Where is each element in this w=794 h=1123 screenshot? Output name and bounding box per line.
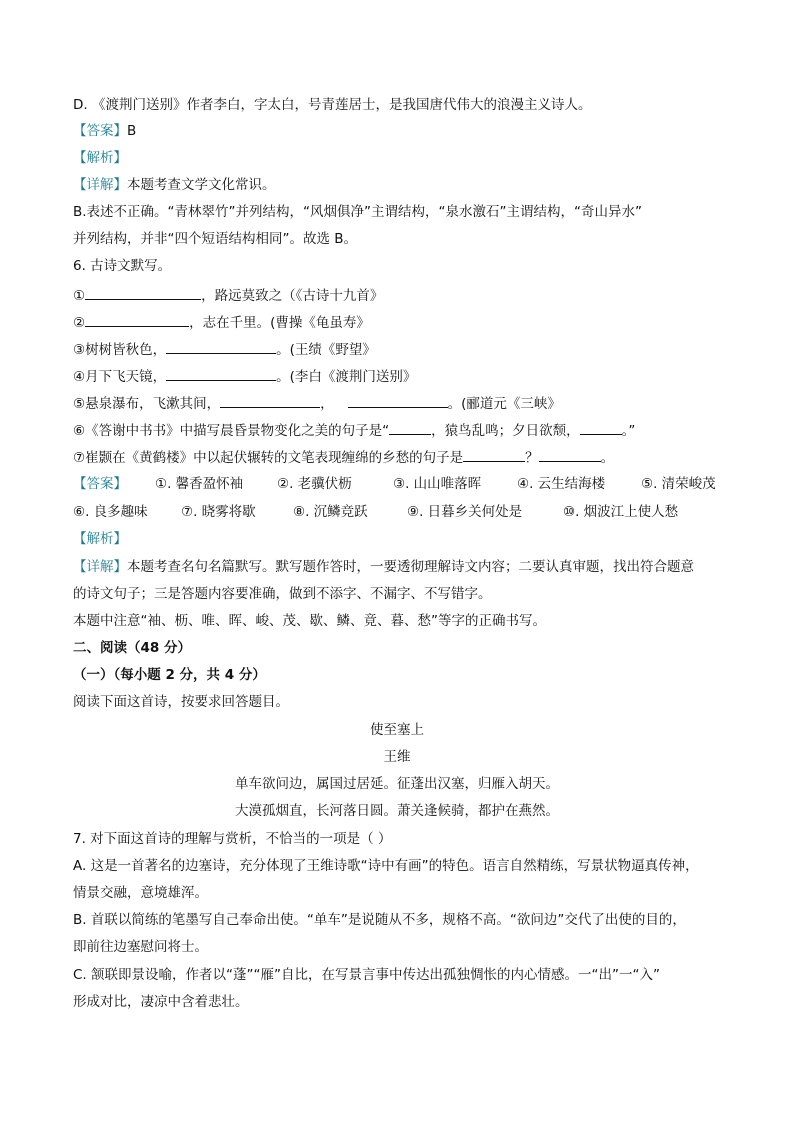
option-a-line-2: 情景交融，意境雄浑。 [73, 885, 208, 901]
detail-tag: 【详解】 [73, 177, 127, 193]
q7-stem: 7. 对下面这首诗的理解与赏析，不恰当的一项是（ ） [73, 831, 392, 847]
option-a-line-1: A. 这是一首著名的边塞诗，充分体现了王维诗歌“诗中有画”的特色。语言自然精练，写景状物逼真传神， [73, 858, 699, 874]
fill-blank[interactable] [389, 423, 431, 435]
fill-blank[interactable] [166, 342, 276, 354]
q6-item-4 [73, 369, 416, 385]
item-mid: ， [320, 396, 334, 412]
answer-value: B [127, 123, 137, 139]
detail-row-q6 [73, 561, 694, 575]
item-suffix: 。(郦道元《三峡》 [447, 396, 561, 412]
fill-blank[interactable] [166, 369, 276, 381]
option-d: D. 《渡荆门送别》作者李白，字太白，号青莲居士，是我国唐代伟大的浪漫主义诗人。 [73, 97, 592, 113]
answer-item: ⑧. 沉鳞竞跃 [293, 504, 368, 520]
fill-blank[interactable] [220, 396, 320, 408]
q6-item-1 [73, 288, 383, 304]
q6-item-3 [73, 342, 376, 358]
detail-row-q5 [73, 179, 276, 193]
option-c-line-1: C. 颔联即景设喻，作者以“蓬”“雁”自比，在写景言事中传达出孤独惆怅的内心情感。一“出”一“入” [73, 967, 660, 983]
q6-item-2 [73, 315, 370, 331]
answer-item: ④. 云生结海楼 [517, 476, 606, 492]
detail-line-2: 的诗文句子；三是答题内容要准确，做到不添字、不漏字、不写错字。 [73, 586, 492, 602]
fill-blank[interactable] [539, 450, 601, 462]
analysis-tag: 【解析】 [73, 531, 127, 547]
item-suffix: 。” [621, 423, 636, 439]
q6-title: 6. 古诗文默写。 [73, 258, 172, 274]
item-mid: ，猿鸟乱鸣；夕日欲颓， [431, 423, 580, 439]
item-mid: ？ [525, 450, 539, 466]
q6-item-5 [73, 396, 561, 412]
poem-line-2: 大漠孤烟直，长河落日圆。萧关逢候骑，都护在燕然。 [235, 803, 559, 819]
item-prefix: ⑤悬泉瀑布，飞漱其间， [73, 396, 221, 412]
explain-line-2: 并列结构，并非“四个短语结构相同”。故选 B。 [73, 231, 358, 247]
item-prefix: ② [73, 315, 86, 331]
item-suffix: ，志在千里。(曹操《龟虽寿》 [189, 315, 370, 331]
analysis-tag: 【解析】 [73, 150, 127, 166]
item-suffix: 。(王绩《野望》 [276, 342, 376, 358]
answer-item: ③. 山山唯落晖 [393, 476, 482, 492]
section-title: 二、阅读（48 分） [73, 640, 191, 656]
detail-line-3: 本题中注意“袖、枥、唯、晖、峻、茂、歇、鳞、竟、暮、愁”等字的正确书写。 [73, 613, 546, 629]
detail-text: 本题考查文学文化常识。 [127, 177, 276, 193]
answer-item: ⑥. 良多趣味 [73, 504, 148, 520]
answer-item: ②. 老骥伏枥 [277, 476, 352, 492]
answer-item: ⑦. 晓雾将歇 [181, 504, 256, 520]
option-c-line-2: 形成对比，凄凉中含着悲壮。 [73, 994, 249, 1010]
detail-tag: 【详解】 [73, 559, 127, 575]
item-prefix: ⑥《答谢中书书》中描写晨昏景物变化之美的句子是“ [73, 423, 390, 439]
fill-blank[interactable] [85, 288, 201, 300]
item-prefix: ① [73, 288, 86, 304]
q6-item-6 [73, 423, 635, 439]
item-suffix: ，路远莫致之（《古诗十九首》 [201, 288, 384, 304]
answer-item: ⑨. 日暮乡关何处是 [407, 504, 523, 520]
fill-blank[interactable] [85, 315, 189, 327]
fill-blank[interactable] [463, 450, 525, 462]
poem-line-1: 单车欲问边，属国过居延。征蓬出汉塞，归雁入胡天。 [235, 776, 559, 792]
poem-author: 王维 [383, 749, 411, 765]
answer-item: ⑩. 烟波江上使人愁 [563, 504, 679, 520]
answer-item: ⑤. 清荣峻茂 [641, 476, 716, 492]
answer-tag: 【答案】 [73, 123, 127, 139]
item-prefix: ④月下飞天镜， [73, 369, 167, 385]
fill-blank[interactable] [580, 423, 622, 435]
item-suffix: 。(李白《渡荆门送别》 [276, 369, 417, 385]
section-subtitle: （一）（每小题 2 分，共 4 分） [73, 667, 266, 683]
answer-row-q6 [73, 478, 723, 492]
detail-text: 本题考查名句名篇默写。默写题作答时，一要透彻理解诗文内容；二要认真审题，找出符合题意 [127, 559, 694, 575]
item-prefix: ③树树皆秋色， [73, 342, 167, 358]
answer-tag: 【答案】 [73, 476, 127, 492]
option-b-line-1: B. 首联以简练的笔墨写自己奉命出使。“单车”是说随从不多，规格不高。“欲问边”交代了出使的目的， [73, 912, 686, 928]
answer-item: ①. 馨香盈怀袖 [155, 476, 244, 492]
q6-item-7 [73, 450, 614, 466]
explain-line-1: B.表述不正确。“青林翠竹”并列结构，“风烟俱净”主谓结构，“泉水激石”主谓结构，“奇山异水” [73, 204, 643, 220]
answer-row-q5 [73, 125, 136, 139]
option-b-line-2: 即前往边塞慰问将士。 [73, 939, 208, 955]
poem-title: 使至塞上 [370, 722, 424, 738]
fill-blank[interactable] [348, 396, 448, 408]
item-prefix: ⑦崔颢在《黄鹤楼》中以起伏辗转的文笔表现缠绵的乡愁的句子是 [73, 450, 464, 466]
item-suffix: 。 [600, 450, 615, 466]
answer-row-q6-2 [73, 506, 678, 520]
section-instruction: 阅读下面这首诗，按要求回答题目。 [73, 694, 289, 710]
